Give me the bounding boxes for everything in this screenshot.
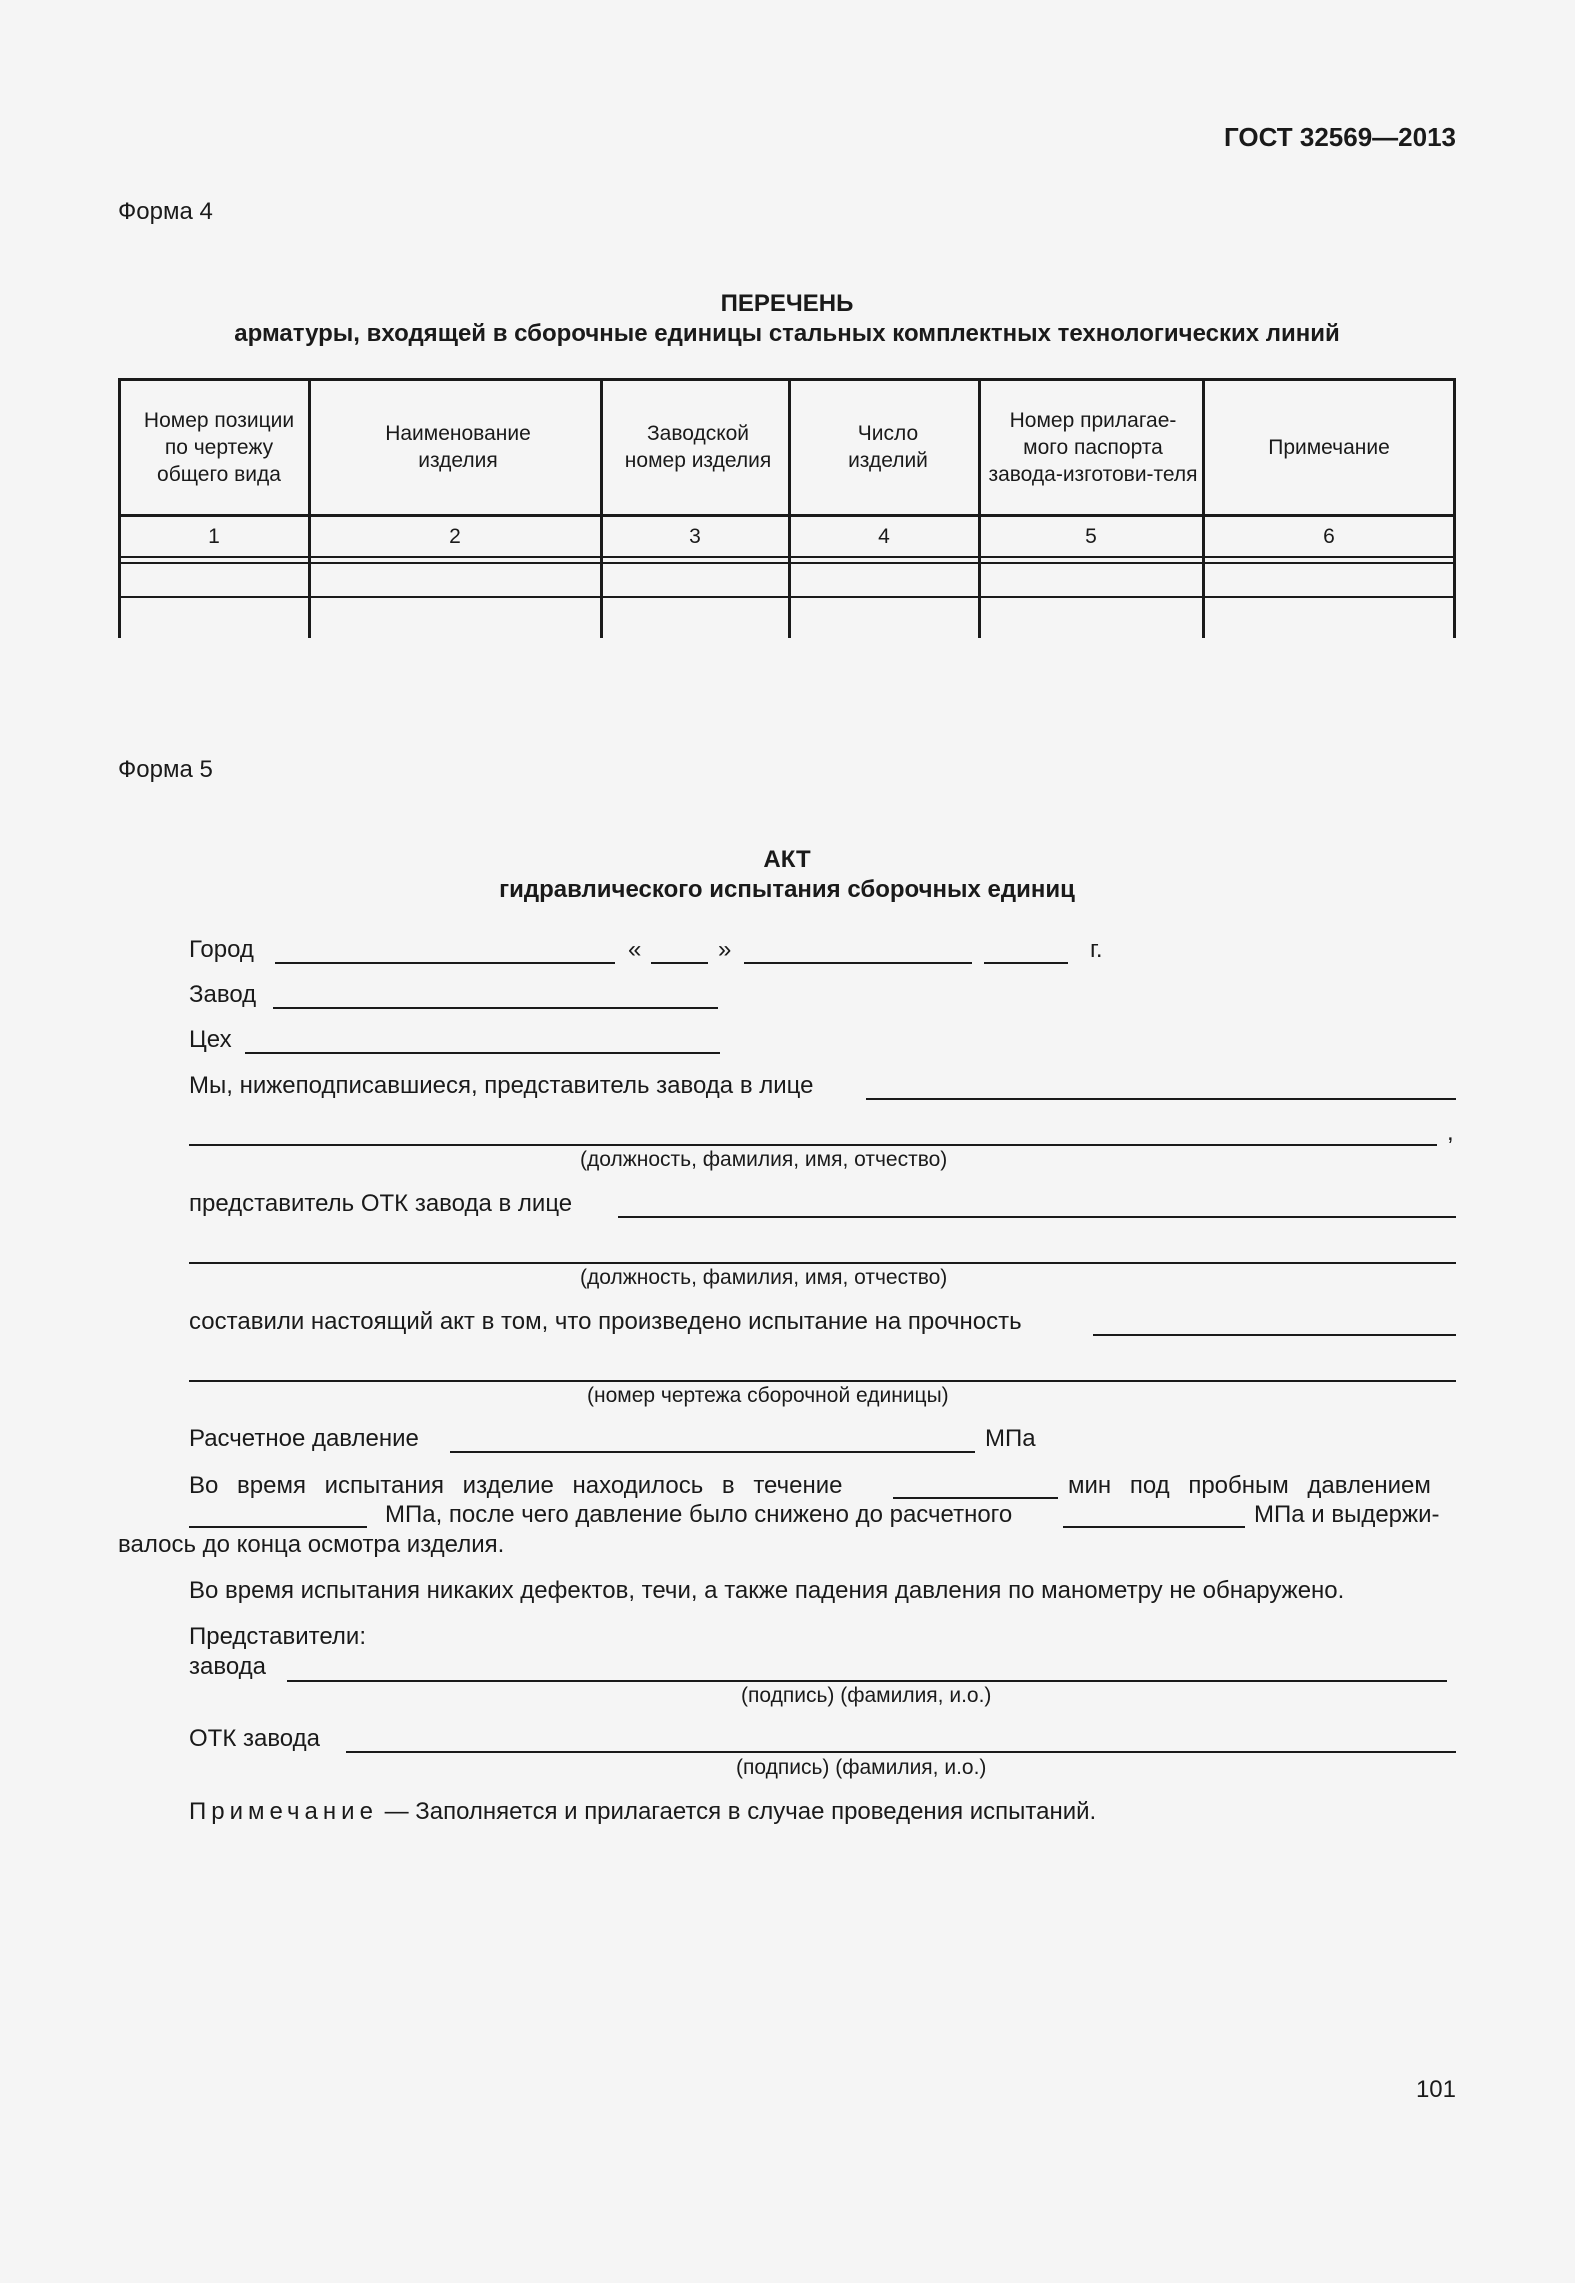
test-text-4: МПа и выдержи- [1254,1501,1440,1528]
otk-sign-field[interactable] [346,1751,1456,1753]
quote-close: » [718,936,732,963]
col-num-2: 2 [449,525,461,548]
col-num-5: 5 [1085,525,1097,548]
pressure-unit: МПа [985,1425,1036,1452]
calc-pressure-field[interactable] [1063,1526,1245,1528]
caption-person-1: (должность, фамилия, имя, отчество) [580,1148,948,1171]
test-pressure-field[interactable] [189,1526,367,1528]
test-text-5: валось до конца осмотра изделия. [118,1531,505,1558]
compiled-text: составили настоящий акт в том, что произведено испытание на прочность [189,1308,1022,1335]
col-header-count: Число изделий [848,422,928,472]
caption-drawing: (номер чертежа сборочной единицы) [587,1384,949,1407]
col-num-3: 3 [689,525,701,548]
col-num-1: 1 [208,525,220,548]
form5-subtitle: гидравлического испытания сборочных единиц [499,876,1075,903]
we-text: Мы, нижеподписавшиеся, представитель завода в лице [189,1072,814,1099]
plant-field[interactable] [273,1007,718,1009]
quote-open: « [628,936,642,963]
note-word: Примечание [189,1798,378,1825]
pressure-label: Расчетное давление [189,1425,419,1452]
no-defects-text: Во время испытания никаких дефектов, течи, а также падения давления по манометру не обнаружено. [189,1577,1345,1604]
otk-rep-label: ОТК завода [189,1725,320,1752]
col-header-note: Примечание [1268,435,1390,459]
form5-label: Форма 5 [118,756,213,783]
page-number: 101 [1415,2076,1456,2103]
drawing-field[interactable] [1093,1334,1456,1336]
plant-rep-label: завода [189,1653,267,1680]
test-text-1: Во время испытания изделие находилось в течение [189,1472,843,1499]
plant-rep-field-2[interactable] [189,1144,1437,1146]
col-header-name: Наименование изделия [385,422,531,472]
test-text-2: мин под пробным давлением [1068,1472,1431,1499]
duration-field[interactable] [893,1497,1058,1499]
otk-text: представитель ОТК завода в лице [189,1190,573,1217]
form4-title: ПЕРЕЧЕНЬ [720,290,854,317]
col-header-serial: Заводской номер изделия [624,422,772,472]
year-suffix: г. [1090,936,1103,963]
plant-label: Завод [189,981,257,1008]
shop-label: Цех [189,1026,232,1053]
otk-rep-field[interactable] [618,1216,1456,1218]
fittings-table [118,378,1456,638]
form5-title: АКТ [763,846,811,873]
test-text-3: МПа, после чего давление было снижено до расчетного [385,1501,1013,1528]
standard-number: ГОСТ 32569—2013 [1224,122,1456,152]
form4-subtitle: арматуры, входящей в сборочные единицы стальных комплектных технологических линий [234,320,1340,347]
form4-label: Форма 4 [118,198,213,225]
col-header-position: Номер позиции по чертежу общего вида [143,408,295,486]
caption-sign-1: (подпись) (фамилия, и.о.) [741,1684,992,1707]
city-label: Город [189,936,254,963]
note-text: — Заполняется и прилагается в случае проведения испытаний. [384,1798,1097,1825]
city-field[interactable] [275,962,615,964]
shop-field[interactable] [245,1052,720,1054]
otk-rep-field-2[interactable] [189,1262,1456,1264]
day-field[interactable] [651,962,708,964]
col-header-passport: Номер прилагае-мого паспорта завода-изготови-теля [988,408,1198,486]
col-num-4: 4 [878,525,890,548]
pressure-field[interactable] [450,1451,975,1453]
year-field[interactable] [984,962,1068,964]
comma: , [1447,1119,1454,1146]
col-num-6: 6 [1323,525,1335,548]
caption-person-2: (должность, фамилия, имя, отчество) [580,1266,948,1289]
drawing-field-2[interactable] [189,1380,1456,1382]
plant-sign-field[interactable] [287,1680,1447,1682]
note [189,1798,1096,1826]
plant-rep-field[interactable] [866,1098,1456,1100]
reps-label: Представители: [189,1623,366,1650]
month-field[interactable] [744,962,972,964]
caption-sign-2: (подпись) (фамилия, и.о.) [736,1756,987,1779]
